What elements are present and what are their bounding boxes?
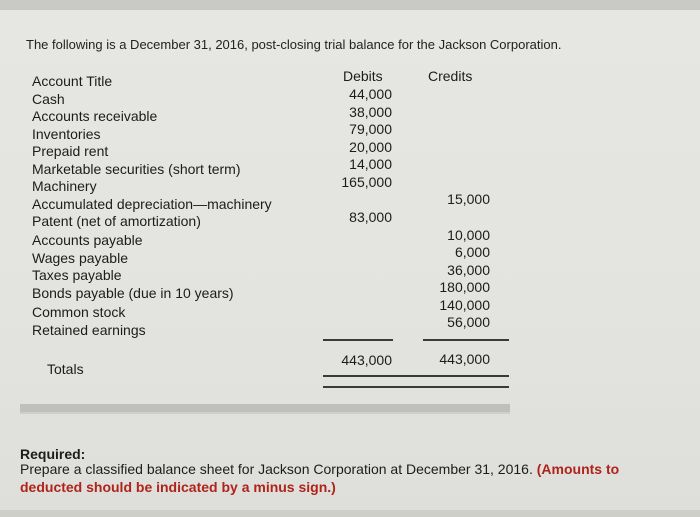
row-account-taxes-payable: Taxes payable [32,267,122,283]
row-account-accumulated-depreciation: Accumulated depreciation—machinery [32,196,272,212]
row-account-machinery: Machinery [32,178,97,194]
row-credit-taxes-payable: 36,000 [447,262,490,278]
row-credit-accounts-payable: 10,000 [447,227,490,243]
row-debit-cash: 44,000 [349,86,392,102]
row-account-accounts-receivable: Accounts receivable [32,108,158,124]
row-debit-machinery: 165,000 [341,174,392,190]
required-note-part-1: (Amounts to [536,461,620,477]
header-debits: Debits [343,68,383,84]
row-account-common-stock: Common stock [32,304,126,320]
row-credit-accumulated-depreciation: 15,000 [447,191,490,207]
top-frame-edge [0,0,700,10]
credit-subtotal-rule [423,339,509,341]
row-credit-common-stock: 140,000 [439,297,490,313]
required-note-part-2: deducted should be indicated by a minus sign.) [20,479,336,495]
required-heading: Required: [20,446,86,462]
required-instruction-line-1 [20,461,700,477]
row-account-cash: Cash [32,91,65,107]
header-account-title: Account Title [32,73,113,89]
row-account-marketable-securities: Marketable securities (short term) [32,161,241,177]
totals-double-rule-top [323,375,509,377]
row-credit-wages-payable: 6,000 [454,244,490,260]
totals-debit: 443,000 [341,352,392,368]
row-debit-inventories: 79,000 [349,121,392,137]
row-account-bonds-payable: Bonds payable (due in 10 years) [32,285,234,301]
row-account-prepaid-rent: Prepaid rent [32,143,109,159]
row-debit-patent: 83,000 [349,209,392,225]
required-instruction-text: Prepare a classified balance sheet for Jackson Corporation at December 31, 2016. [20,461,537,477]
row-account-patent: Patent (net of amortization) [32,213,201,229]
totals-double-rule-bottom [323,386,509,388]
row-account-retained-earnings: Retained earnings [32,322,146,338]
row-account-wages-payable: Wages payable [32,250,128,266]
row-account-accounts-payable: Accounts payable [32,232,143,248]
row-debit-accounts-receivable: 38,000 [349,104,392,120]
totals-credit: 443,000 [439,351,490,367]
row-debit-prepaid-rent: 20,000 [349,139,392,155]
row-debit-marketable-securities: 14,000 [349,156,392,172]
intro-text: The following is a December 31, 2016, post-closing trial balance for the Jackson Corporation. [26,37,562,52]
debit-subtotal-rule [323,339,393,341]
row-account-inventories: Inventories [32,126,101,142]
separator-band [20,404,510,412]
separator-band-shadow [20,412,510,414]
row-credit-retained-earnings: 56,000 [447,314,490,330]
totals-label: Totals [47,361,84,377]
row-credit-bonds-payable: 180,000 [439,279,490,295]
header-credits: Credits [428,68,473,84]
bottom-frame-edge [0,510,700,517]
